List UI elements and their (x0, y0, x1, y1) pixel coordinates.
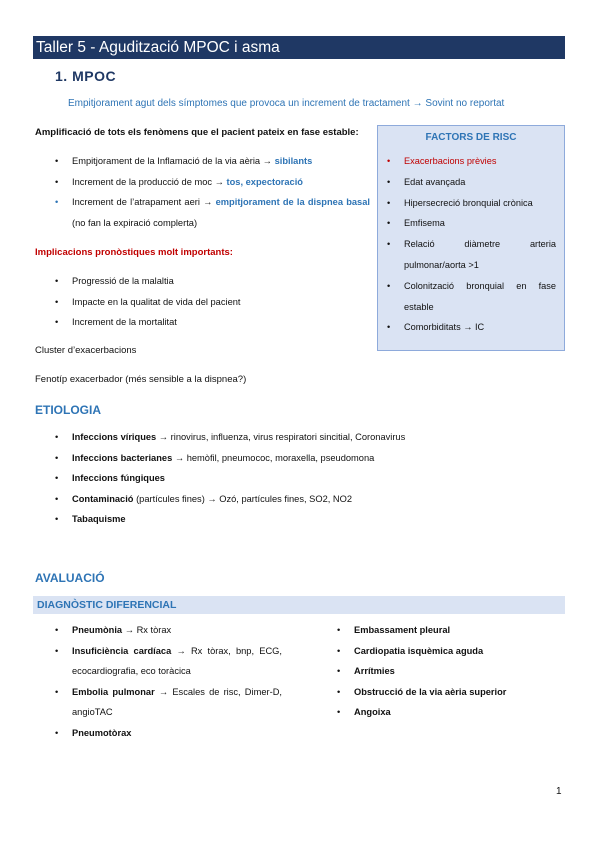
list-item: • Exacerbacions prèvies (387, 156, 497, 166)
list-item: • Comorbiditats → IC (387, 322, 485, 333)
list-item: • Pneumotòrax (55, 727, 132, 738)
page-number: 1 (556, 786, 562, 797)
risk-factors-list (387, 151, 556, 338)
list-item: • Increment de la mortalitat (55, 317, 177, 327)
section-subtitle: Empitjorament agut dels símptomes que provoca un increment de tractament → Sovint no reportat (68, 98, 505, 109)
list-item: • Contaminació (partícules fines) → Ozó, partícules fines, SO2, NO2 (55, 493, 353, 504)
list-item: • Increment de l’atrapament aeri → empitjorament de la dispnea basal (no fan la expiració complerta) (55, 197, 370, 228)
section-heading-mpoc: 1. MPOC (55, 68, 117, 84)
risk-factors-box (377, 125, 565, 351)
list-item: • Empitjorament de la Inflamació de la via aèria → sibilants (55, 156, 313, 166)
list-item: • Edat avançada (387, 176, 466, 187)
evaluation-heading: AVALUACIÓ (35, 571, 105, 585)
list-item: • Embolia pulmonar → Escales de risc, Dimer-D, angioTAC (55, 686, 282, 717)
cluster-text: Cluster d’exacerbacions (35, 345, 137, 356)
list-item: • Cardiopatia isquèmica aguda (337, 645, 484, 656)
implications-list (55, 271, 362, 333)
list-item: • Progressió de la malaltia (55, 276, 174, 286)
differential-right-list (337, 620, 564, 723)
implications-title: Implicacions pronòstiques molt importants: (35, 247, 233, 258)
differential-diagnosis-title: DIAGNÒSTIC DIFERENCIAL (37, 599, 177, 611)
list-item: • Hipersecreció bronquial crònica (387, 197, 533, 208)
list-item: • Emfisema (387, 218, 445, 229)
amplification-title: Amplificació de tots els fenòmens que el pacient pateix en fase estable: (35, 127, 359, 138)
list-item: • Angoixa (337, 707, 391, 717)
phenotype-text: Fenotíp exacerbador (més sensible a la dispnea?) (35, 374, 247, 385)
etiology-list (55, 427, 552, 530)
list-item: • Colonització bronquial en fase estable (387, 280, 556, 312)
list-item: • Impacte en la qualitat de vida del pacient (55, 296, 241, 307)
list-item: • Embassament pleural (337, 625, 451, 635)
list-item: • Obstrucció de la via aèria superior (337, 686, 507, 697)
risk-factors-title: FACTORS DE RISC (425, 132, 517, 143)
list-item: • Arrítmies (337, 666, 395, 676)
amplification-list (55, 151, 370, 233)
list-item: • Pneumònia → Rx tòrax (55, 625, 172, 635)
list-item: • Relació diàmetre arteria pulmonar/aorta >1 (387, 239, 556, 270)
list-item: • Insuficiència cardíaca → Rx tòrax, bnp, ECG, ecocardiografia, eco toràcica (55, 645, 282, 676)
list-item: • Infeccions bacterianes → hemòfil, pneumococ, moraxella, pseudomona (55, 452, 375, 463)
differential-left-list (55, 620, 282, 743)
document-title: Taller 5 - Agudització MPOC i asma (33, 36, 565, 59)
list-item: • Infeccions víriques → rinovirus, influenza, virus respiratori sincitial, Coronavirus (55, 432, 406, 442)
etiology-heading: ETIOLOGIA (35, 403, 101, 417)
list-item: • Increment de la producció de moc → tos, expectoració (55, 176, 303, 187)
list-item: • Tabaquisme (55, 514, 126, 524)
list-item: • Infeccions fúngiques (55, 473, 165, 483)
